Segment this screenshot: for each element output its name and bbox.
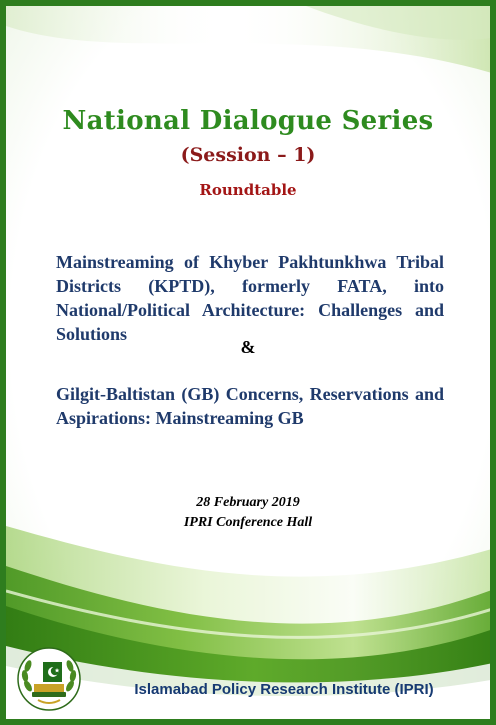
topic-separator: &: [240, 337, 256, 357]
topic-one: Mainstreaming of Khyber Pakhtunkhwa Tribal Districts (KPTD), formerly FATA, into National/Political Architecture: Challenges and Solutions: [56, 252, 444, 344]
ipri-emblem-icon: [16, 646, 82, 712]
event-date: 28 February 2019: [196, 495, 300, 510]
event-venue: IPRI Conference Hall: [183, 515, 313, 530]
session-label: (Session – 1): [180, 144, 316, 166]
series-title: National Dialogue Series: [62, 106, 434, 136]
institute-name: Islamabad Policy Research Institute (IPRI): [134, 681, 434, 698]
topic-two: Gilgit-Baltistan (GB) Concerns, Reservations and Aspirations: Mainstreaming GB: [56, 384, 444, 428]
roundtable-label: Roundtable: [199, 181, 297, 199]
